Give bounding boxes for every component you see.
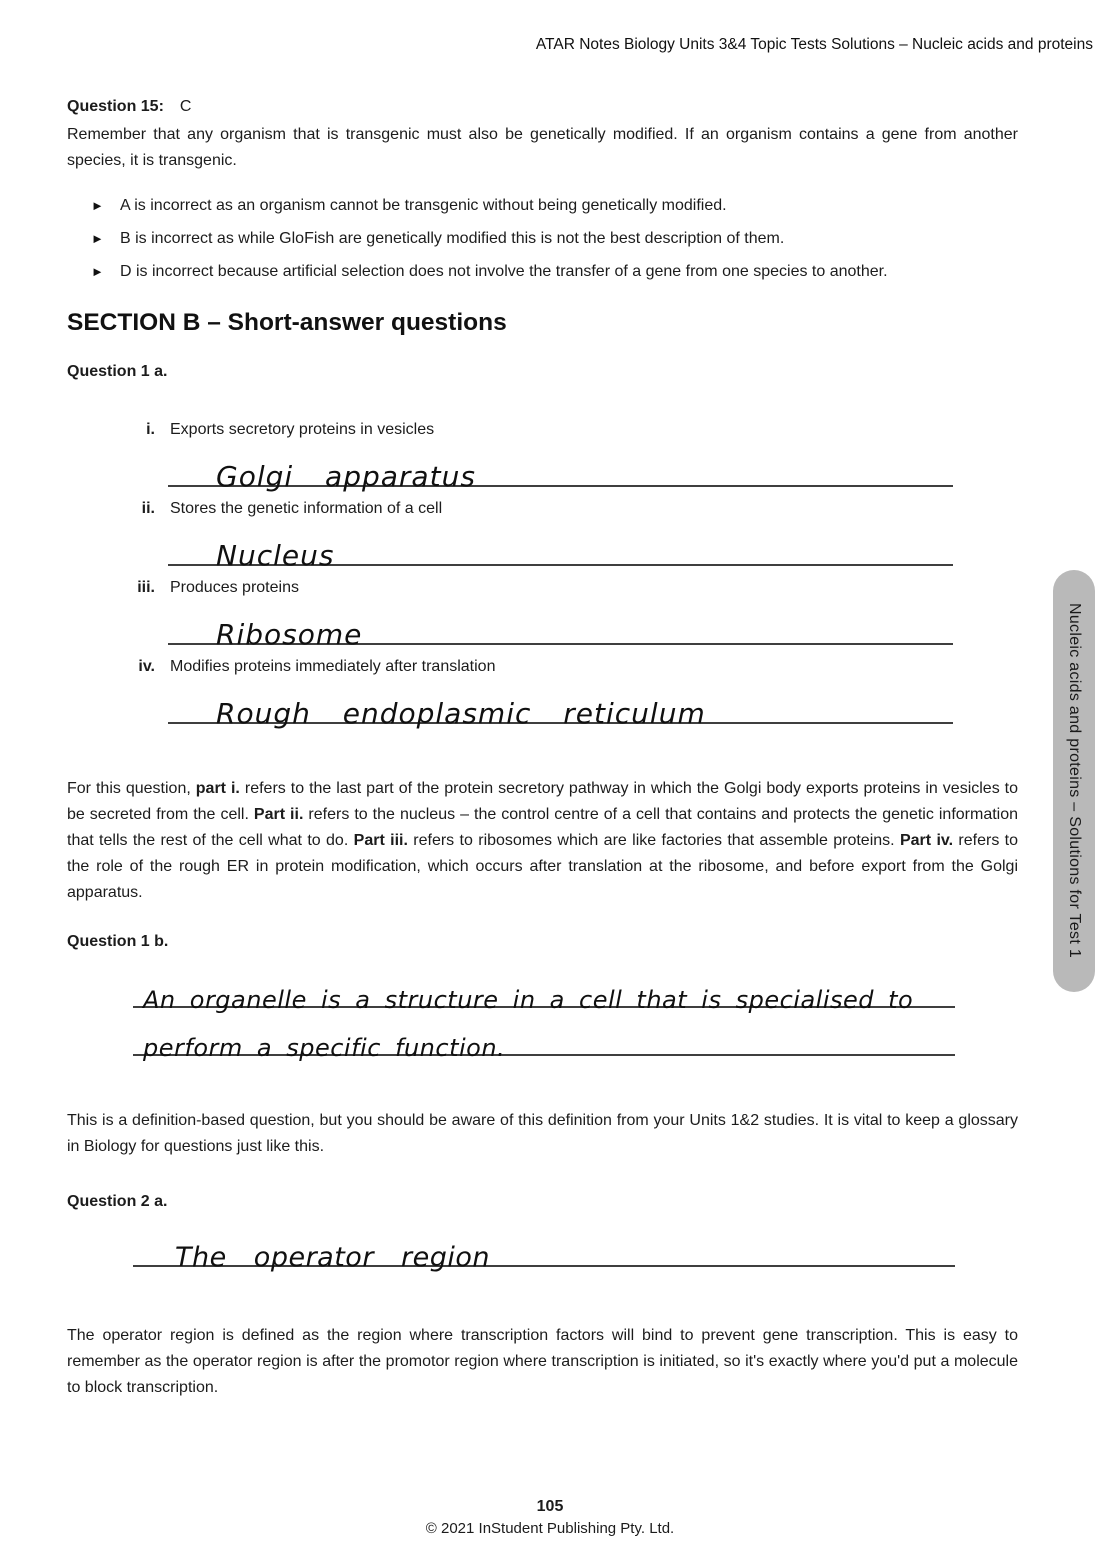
page-content <box>67 97 1018 1401</box>
page-number: 105 <box>536 1498 564 1515</box>
item-prompt <box>67 657 1018 677</box>
section-b-heading: SECTION B – Short-answer questions <box>67 309 507 336</box>
copyright-notice: © 2021 InStudent Publishing Pty. Ltd. <box>425 1520 675 1537</box>
question-2a-answer-area <box>133 1212 955 1273</box>
answer-rule-line <box>133 1212 955 1273</box>
page-header-title: ATAR Notes Biology Units 3&4 Topic Tests Solutions – Nucleic acids and proteins <box>535 36 1093 53</box>
answer-rule-line <box>168 598 953 651</box>
handwritten-answer: Rough endoplasmic reticulum <box>216 697 706 730</box>
bullet-item-b <box>67 226 1018 251</box>
item-prompt <box>67 499 1018 519</box>
chapter-side-tab-label: Nucleic acids and proteins – Solutions for Test 1 <box>1066 603 1083 959</box>
item-numeral: iii. <box>137 579 155 596</box>
item-prompt-text: Stores the genetic information of a cell <box>170 500 443 517</box>
question-1a-items <box>67 420 1018 730</box>
bullet-item-d-text: D is incorrect because artificial selection does not involve the transfer of a gene from one species to another. <box>120 263 888 280</box>
question-2a-label: Question 2 a. <box>67 1193 168 1210</box>
answer-rule-line <box>133 1008 955 1062</box>
item-prompt-text: Produces proteins <box>170 579 299 596</box>
question-1a-item-iii <box>67 578 1018 651</box>
item-prompt-text: Modifies proteins immediately after translation <box>170 658 496 675</box>
handwritten-answer: Ribosome <box>216 618 363 651</box>
question-1a-item-i <box>67 420 1018 493</box>
question-15-bullet-list <box>67 193 1018 284</box>
bullet-item-a-text: A is incorrect as an organism cannot be transgenic without being genetically modified. <box>120 197 727 214</box>
page-footer <box>0 1497 1100 1539</box>
question-1a-item-ii <box>67 499 1018 572</box>
handwritten-answer: Nucleus <box>216 539 335 572</box>
handwritten-answer: perform a specific function. <box>143 1034 506 1062</box>
triangle-bullet-icon: ► <box>91 231 104 246</box>
bullet-item-a <box>67 193 1018 218</box>
item-prompt-text: Exports secretory proteins in vesicles <box>170 421 435 438</box>
item-numeral: ii. <box>141 500 155 517</box>
question-15-answer: C <box>179 98 192 115</box>
question-1a-explanation: For this question, part i. refers to the last part of the protein secretory pathway in which the Golgi body exports proteins in vesicles to be secreted from the cell. Part ii. refers to the nucleus – the control centre of a cell that contains and protects the genetic information that tells the rest of the cell what to do. Part iii. refers to ribosomes which are like factories that assemble proteins. Part iv. refers to the role of the rough ER in protein modification, which occurs after translation at the ribosome, and before export from the Golgi apparatus. <box>67 780 1019 901</box>
question-15-heading <box>67 97 1018 117</box>
question-1b-answer-area <box>133 952 955 1062</box>
question-1a-item-iv <box>67 657 1018 730</box>
answer-rule-line <box>168 677 953 730</box>
answer-rule-line <box>168 440 953 493</box>
item-prompt <box>67 420 1018 440</box>
item-numeral: iv. <box>138 658 155 675</box>
handwritten-answer: The operator region <box>175 1242 490 1273</box>
triangle-bullet-icon: ► <box>91 198 104 213</box>
bullet-item-b-text: B is incorrect as while GloFish are genetically modified this is not the best description of them. <box>120 230 785 247</box>
answer-rule-line <box>133 952 955 1014</box>
answer-rule-line <box>168 519 953 572</box>
item-prompt <box>67 578 1018 598</box>
question-1a-label: Question 1 a. <box>67 363 168 380</box>
handwritten-answer: Golgi apparatus <box>216 460 476 493</box>
bullet-item-d <box>67 259 1018 284</box>
question-15-label: Question 15: <box>67 98 164 115</box>
question-1b-explanation: This is a definition-based question, but you should be aware of this definition from your Units 1&2 studies. It is vital to keep a glossary in Biology for questions just like this. <box>67 1112 1018 1155</box>
question-15-explanation: Remember that any organism that is transgenic must also be genetically modified. If an organism contains a gene from another species, it is transgenic. <box>67 126 1018 169</box>
chapter-side-tab <box>1053 570 1095 992</box>
question-1b-label: Question 1 b. <box>67 933 169 950</box>
handwritten-answer: An organelle is a structure in a cell that is specialised to <box>143 986 914 1014</box>
item-numeral: i. <box>146 421 155 438</box>
question-2a-explanation: The operator region is defined as the region where transcription factors will bind to prevent gene transcription. This is easy to remember as the operator region is after the promotor region where transcription is initiated, so it's exactly where you'd put a molecule to block transcription. <box>67 1327 1018 1396</box>
triangle-bullet-icon: ► <box>91 264 104 279</box>
